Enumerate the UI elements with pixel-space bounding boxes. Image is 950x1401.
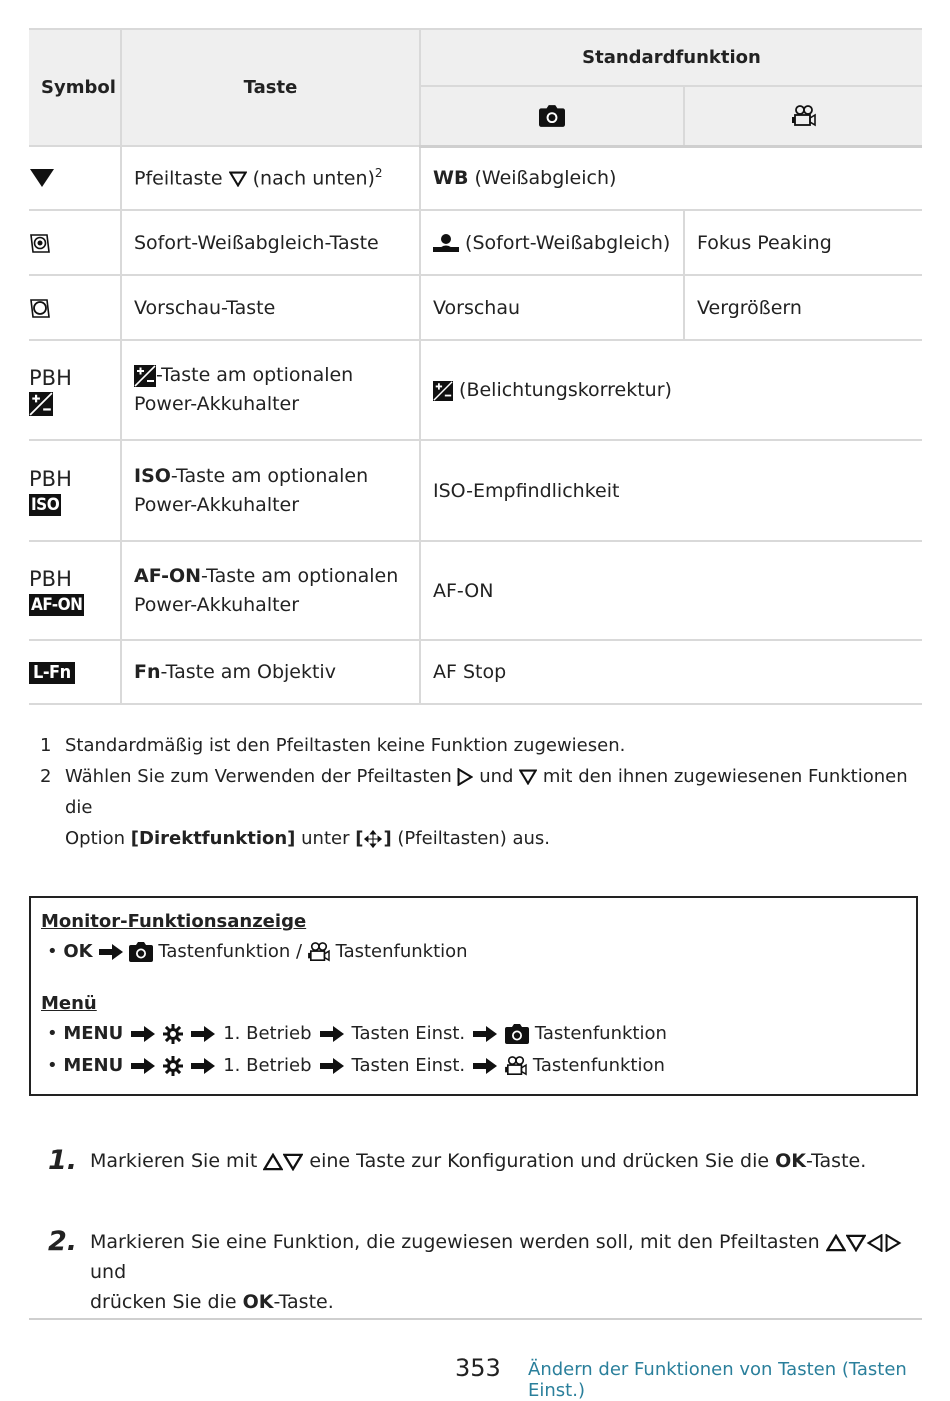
- video-function-cell: Vergrößern: [684, 275, 922, 340]
- movie-camera-icon: [792, 105, 816, 127]
- table-row: [29, 340, 922, 440]
- down-arrow-icon: [283, 1153, 303, 1171]
- pbh-label: PBH: [29, 567, 72, 591]
- taste-cell: Fn-Taste am Objektiv: [121, 640, 420, 704]
- table-row: [29, 440, 922, 541]
- table-row: [29, 640, 922, 704]
- function-cell: (Belichtungskorrektur): [420, 340, 922, 440]
- header-video: [684, 86, 922, 146]
- one-touch-wb-badge-icon: [433, 233, 459, 253]
- function-cell: WB (Weißabgleich): [420, 146, 922, 210]
- af-on-button-icon: AF-ON: [31, 595, 83, 615]
- taste-cell: Pfeiltaste (nach unten)$^2$: [121, 146, 420, 210]
- down-arrow-icon: [846, 1234, 866, 1252]
- arrow-right-icon: [99, 944, 123, 960]
- pbh-label: PBH: [29, 366, 72, 390]
- down-arrow-icon: [229, 171, 247, 187]
- exposure-compensation-icon: [29, 392, 53, 416]
- table-row: [29, 275, 922, 340]
- step-1: 1. Markieren Sie mit eine Taste zur Konfiguration und drücken Sie die OK-Taste.: [48, 1145, 867, 1176]
- page-number: 353: [455, 1354, 501, 1382]
- arrow-right-icon: [473, 1026, 497, 1042]
- left-arrow-icon: [866, 1234, 884, 1252]
- function-cell: AF Stop: [420, 640, 922, 704]
- footnote: 1 Standardmäßig ist den Pfeiltasten keine Funktion zugewiesen.: [40, 735, 626, 756]
- exposure-compensation-icon: [433, 381, 453, 401]
- camera-icon: [539, 105, 565, 127]
- taste-cell: AF-ON-Taste am optionalen Power-Akkuhalter: [121, 541, 420, 640]
- camera-icon: [505, 1024, 529, 1044]
- function-cell: ISO-Empfindlichkeit: [420, 440, 922, 541]
- taste-cell: Vorschau-Taste: [121, 275, 420, 340]
- arrow-right-icon: [131, 1058, 155, 1074]
- gear-icon: [163, 1056, 183, 1076]
- taste-cell: ISO-Taste am optionalen Power-Akkuhalter: [121, 440, 420, 541]
- movie-camera-icon: [505, 1056, 527, 1076]
- up-arrow-icon: [826, 1234, 846, 1252]
- video-function-cell: Fokus Peaking: [684, 210, 922, 275]
- one-touch-wb-icon: [29, 232, 51, 254]
- camera-icon: [129, 942, 153, 962]
- symbol-cell: [29, 275, 121, 340]
- symbol-cell: [29, 146, 121, 210]
- step-2: 2. Markieren Sie eine Funktion, die zugewiesen werden soll, mit den Pfeiltasten und drücken Sie die OK-Taste.: [48, 1227, 908, 1317]
- down-arrow-icon: [519, 769, 537, 785]
- table-row: [29, 541, 922, 640]
- down-triangle-filled-icon: [29, 167, 55, 189]
- function-cell: AF-ON: [420, 541, 922, 640]
- header-standardfunktion: Standardfunktion: [420, 29, 922, 86]
- monitor-path: • OK Tastenfunktion / Tastenfunktion: [47, 941, 468, 962]
- symbol-cell: [29, 541, 121, 640]
- header-symbol: Symbol: [29, 29, 121, 146]
- arrow-right-icon: [320, 1026, 344, 1042]
- arrow-right-icon: [320, 1058, 344, 1074]
- arrow-right-icon: [131, 1026, 155, 1042]
- gear-icon: [163, 1024, 183, 1044]
- access-info-box: [29, 896, 918, 1096]
- footnotes: [40, 730, 925, 854]
- section-link[interactable]: Ändern der Funktionen von Tasten (Tasten Einst.): [528, 1359, 907, 1401]
- iso-button-icon: ISO: [31, 495, 60, 515]
- right-arrow-icon: [457, 768, 473, 786]
- pbh-label: PBH: [29, 467, 72, 491]
- arrow-right-icon: [191, 1058, 215, 1074]
- cross-arrow-pad-icon: [363, 829, 383, 849]
- up-arrow-icon: [263, 1153, 283, 1171]
- taste-cell: Sofort-Weißabgleich-Taste: [121, 210, 420, 275]
- taste-cell: -Taste am optionalen Power-Akkuhalter: [121, 340, 420, 440]
- preview-button-icon: [29, 297, 51, 319]
- menu-path: • MENU 1. Betrieb Tasten Einst. Tastenfunktion: [47, 1055, 665, 1076]
- symbol-cell: [29, 340, 121, 440]
- exposure-compensation-icon: [134, 365, 156, 387]
- arrow-right-icon: [191, 1026, 215, 1042]
- photo-function-cell: (Sofort-Weißabgleich): [420, 210, 684, 275]
- header-photo: [420, 86, 684, 146]
- arrow-right-icon: [473, 1058, 497, 1074]
- movie-camera-icon: [308, 942, 330, 962]
- footer-rule: [29, 1318, 922, 1320]
- symbol-cell: [29, 640, 121, 704]
- menu-heading: Menü: [41, 993, 97, 1014]
- symbol-cell: [29, 440, 121, 541]
- table-row: [29, 210, 922, 275]
- photo-function-cell: Vorschau: [420, 275, 684, 340]
- symbol-cell: [29, 210, 121, 275]
- l-fn-button-icon: L-Fn: [29, 662, 75, 684]
- footnote: 2 Wählen Sie zum Verwenden der Pfeiltasten und mit den ihnen zugewiesenen Funktionen die Option [Direktfunktion] unter [ ] (Pfeiltasten) aus.: [40, 766, 908, 849]
- header-taste: Taste: [121, 29, 420, 146]
- monitor-heading: Monitor-Funktionsanzeige: [41, 911, 307, 932]
- table-row: [29, 146, 922, 210]
- right-arrow-icon: [884, 1234, 902, 1252]
- button-function-table: [29, 28, 922, 705]
- menu-path: • MENU 1. Betrieb Tasten Einst. Tastenfunktion: [47, 1023, 667, 1044]
